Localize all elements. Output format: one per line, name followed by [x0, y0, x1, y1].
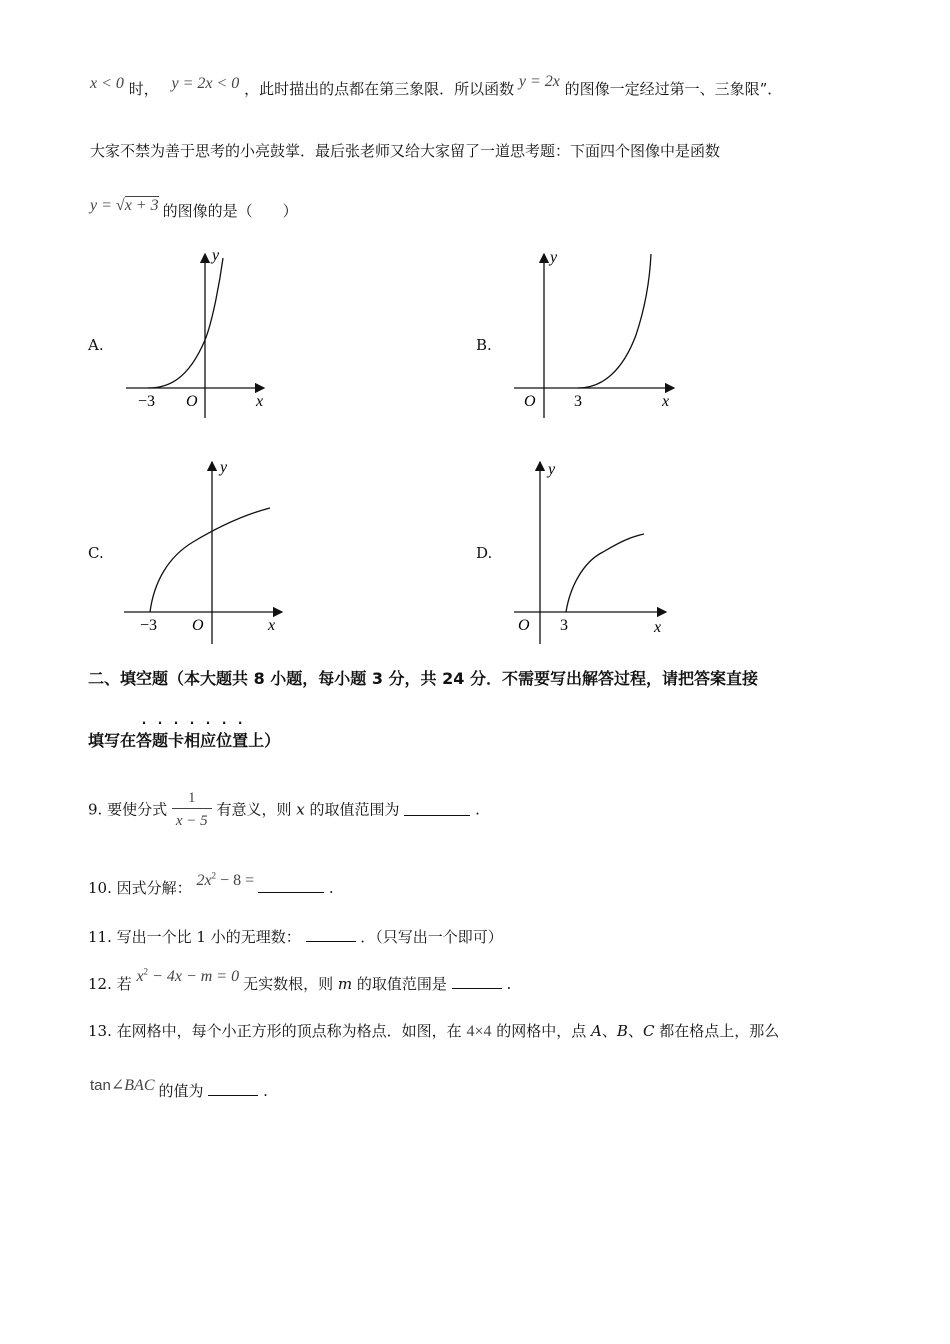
origin-label: O	[518, 617, 530, 634]
fraction-1-over-x-minus-5: $\frac{1}{x - 5}$	[172, 788, 212, 831]
text-line-2: 大家不禁为善于思考的小亮鼓掌．最后张老师又给大家留了一道思考题：下面四个图像中是函数	[90, 142, 721, 160]
math-2x2-minus-8: $2x^2 - 8$ =	[196, 870, 255, 889]
option-a-label[interactable]: A.	[88, 336, 104, 354]
option-d-label[interactable]: D.	[476, 544, 493, 562]
x-label: x	[256, 393, 264, 410]
math-tan-bac: tan∠BAC	[90, 1077, 155, 1094]
tick-label: 3	[574, 393, 582, 410]
x-label: x	[268, 617, 276, 634]
answer-blank-13[interactable]	[208, 1083, 258, 1096]
graph-option-a[interactable]	[118, 240, 278, 420]
text-line-3: y = √x + 3 的图像的是（ ）	[90, 197, 298, 220]
answer-blank-11[interactable]	[306, 929, 356, 942]
y-label: y	[220, 459, 228, 476]
tick-label: −3	[138, 393, 156, 410]
math-y-2x: y = 2x	[518, 73, 560, 90]
question-11: 11. 写出一个比 1 小的无理数： ．（只写出一个即可）	[88, 928, 503, 946]
y-label: y	[548, 461, 556, 478]
tick-label: 3	[560, 617, 568, 634]
curve	[578, 254, 651, 388]
section-heading-line-1: 二、填空题（本大题共 8 小题，每小题 3 分，共 24 分．不需要写出解答过程，请把答案直接	[88, 669, 758, 688]
y-label: y	[550, 249, 558, 266]
question-13-line-2: tan∠BAC 的值为 .	[90, 1077, 268, 1100]
math-x-lt-0: x < 0	[90, 75, 124, 92]
math-sqrt-function: y = √x + 3	[90, 197, 159, 214]
origin-label: O	[192, 617, 204, 634]
y-label: y	[212, 247, 220, 264]
math-quadratic: $x^2 - 4x - m = 0$	[136, 966, 240, 985]
option-c-label[interactable]: C.	[88, 544, 104, 562]
answer-blank-9[interactable]	[404, 803, 470, 816]
origin-label: O	[186, 393, 198, 410]
question-13: 13. 在网格中，每个小正方形的顶点称为格点．如图，在 4×4 的网格中，点 A、B、C 都在格点上，那么	[88, 1022, 780, 1040]
graph-option-b[interactable]	[508, 240, 688, 420]
question-9: 9. 要使分式 $\frac{1}{x - 5}$ 有意义，则 x 的取值范围为 .	[88, 790, 480, 829]
answer-blank-10[interactable]	[258, 880, 324, 893]
math-y-2x-lt-0: y = 2x < 0	[171, 75, 240, 92]
question-10: 10. 因式分解： $2x^2 - 8$ = .	[88, 870, 334, 897]
tick-label: −3	[140, 617, 158, 634]
curve	[150, 508, 270, 612]
curve	[148, 258, 223, 388]
graph-option-d[interactable]	[508, 452, 678, 648]
graph-option-c[interactable]	[118, 452, 288, 648]
option-b-label[interactable]: B.	[476, 336, 492, 354]
section-heading-line-2: 填写在 · 答 · 题 · 卡 · 相 · 应 · 位 · 置上）	[88, 716, 281, 750]
answer-blank-12[interactable]	[452, 976, 502, 989]
math-4x4: 4×4	[466, 1023, 492, 1040]
origin-label: O	[524, 393, 536, 410]
curve	[566, 534, 644, 612]
x-label: x	[662, 393, 670, 410]
text-line-1: x < 0 时， y = 2x < 0 ，此时描出的点都在第三象限．所以函数 y = 2x 的图像一定经过第一、三象限”．	[90, 73, 783, 98]
x-label: x	[654, 619, 662, 636]
question-12: 12. 若 $x^2 - 4x - m = 0$ 无实数根，则 m 的取值范围是 .	[88, 966, 512, 993]
